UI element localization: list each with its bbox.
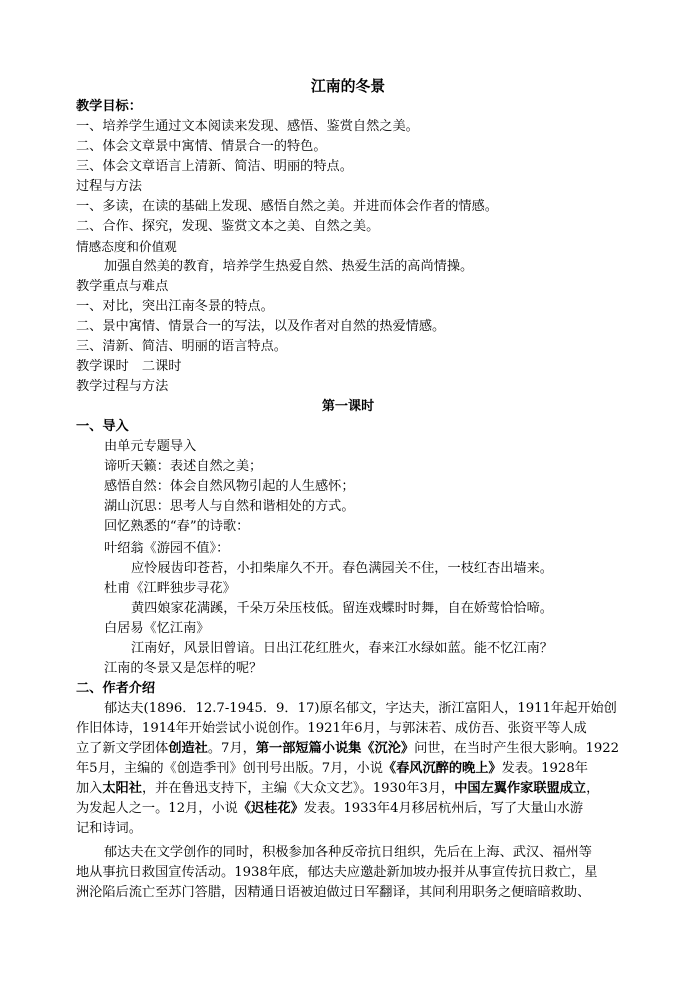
bio-text: 年5月，主编的《创造季刊》创刊号出版。7月，小说 [76,761,383,776]
attitude-text: 加强自然美的教育，培养学生热爱自然、热爱生活的高尚情操。 [104,259,474,274]
bio-text: ，并在鲁迅支持下，主编《大众文艺》。1930年3月， [141,781,455,796]
poem-title: 叶绍翁《游园不值》： [104,541,230,556]
goal-item: 一、培养学生通过文本阅读来发现、感悟、鉴赏自然之美。 [76,119,419,134]
bio-emphasis: 创造社 [168,741,208,756]
bio-line [76,779,599,798]
method-heading: 教学过程与方法 [76,379,169,394]
class-hours: 教学课时 二课时 [76,359,182,374]
bio-text: 为发起人之一。12月，小说 [76,801,238,816]
keypoint-item: 一、对比，突出江南冬景的特点。 [76,299,274,314]
bio-emphasis: 第一部短篇小说集《沉沦》 [255,741,415,756]
keypoint-item: 二、景中寓情、情景合一的写法，以及作者对自然的热爱情感。 [76,319,446,334]
bio-line [76,739,619,758]
bio-text: 问世，在当时产生很大影响。1922 [414,741,620,756]
poem-title: 杜甫《江畔独步寻花》 [104,581,236,596]
bio-text: 发表。1933年4月移居杭州后，写了大量山水游 [303,801,584,816]
bio-line: 洲沦陷后流亡至苏门答腊，因精通日语被迫做过日军翻译，其间利用职务之便暗暗救助、 [76,885,591,900]
attitude-heading: 情感态度和价值观 [76,239,177,254]
bio-text: 加入 [76,781,103,796]
intro-line: 由单元专题导入 [104,439,197,454]
process-item: 一、多读，在读的基础上发现、感悟自然之美。并进而体会作者的情感。 [76,199,498,214]
question-line: 江南的冬景又是怎样的呢？ [104,661,263,676]
lesson-title: 第一课时 [321,399,375,414]
bio-emphasis: 《春风沉醉的晚上》 [382,761,502,776]
bio-line [76,759,588,778]
bio-text: 发表。1928年 [501,761,588,776]
goal-item: 二、体会文章景中寓情、情景合一的特色。 [76,139,327,154]
bio-line [76,799,583,818]
intro-line: 回忆熟悉的“春”的诗歌： [104,519,250,534]
bio-emphasis: 太阳社 [102,781,142,796]
bio-text: 。7月， [207,741,256,756]
bio-text: 立了新文学团体 [76,741,169,756]
poem-text: 黄四娘家花满蹊，千朵万朵压枝低。留连戏蝶时时舞，自在娇莺恰恰啼。 [131,601,553,616]
keypoint-item: 三、清新、简洁、明丽的语言特点。 [76,339,287,354]
poem-title: 白居易《忆江南》 [104,621,210,636]
bio-line [76,719,619,738]
poem-text: 应怜屐齿印苍苔，小扣柴扉久不开。春色满园关不住，一枝红杏出墙来。 [131,561,553,576]
bio-line: 记和诗词。 [76,821,142,836]
goal-item: 三、体会文章语言上清新、简洁、明丽的特点。 [76,159,353,174]
section-heading: 一、导入 [76,419,129,434]
document-title: 江南的冬景 [310,77,386,95]
process-heading: 过程与方法 [76,179,142,194]
intro-line: 感悟自然：体会自然风物引起的人生感怀； [104,479,355,494]
section-heading: 二、作者介绍 [76,681,156,696]
intro-line: 谛听天籁：表述自然之美； [104,459,263,474]
bio-line: 郁达夫(1896．12.7-1945．9．17)原名郁文，字达夫，浙江富阳人，1911年起开始创 [104,701,617,716]
bio-text: 作旧体诗，1914年开始尝试小说创作。1921年6月，与郭沫若、成仿吾、张资平等人成 [76,721,587,736]
bio-line: 地从事抗日救国宣传活动。1938年底，郁达夫应邀赴新加坡办报并从事宣传抗日救亡，星 [76,865,598,880]
bio-emphasis: 《迟桂花》 [237,801,304,816]
process-item: 二、合作、探究，发现、鉴赏文本之美、自然之美。 [76,219,380,234]
intro-line: 湖山沉思：思考人与自然和谐相处的方式。 [104,499,355,514]
poem-text: 江南好，风景旧曾谙。日出江花红胜火，春来江水绿如蓝。能不忆江南？ [131,641,553,656]
bio-text: ， [586,781,600,796]
keypoints-heading: 教学重点与难点 [76,279,169,294]
goals-heading: 教学目标： [76,99,142,114]
bio-line: 郁达夫在文学创作的同时，积极参加各种反帝抗日组织，先后在上海、武汉、福州等 [104,845,592,860]
bio-emphasis: 中国左翼作家联盟成立 [454,781,587,796]
